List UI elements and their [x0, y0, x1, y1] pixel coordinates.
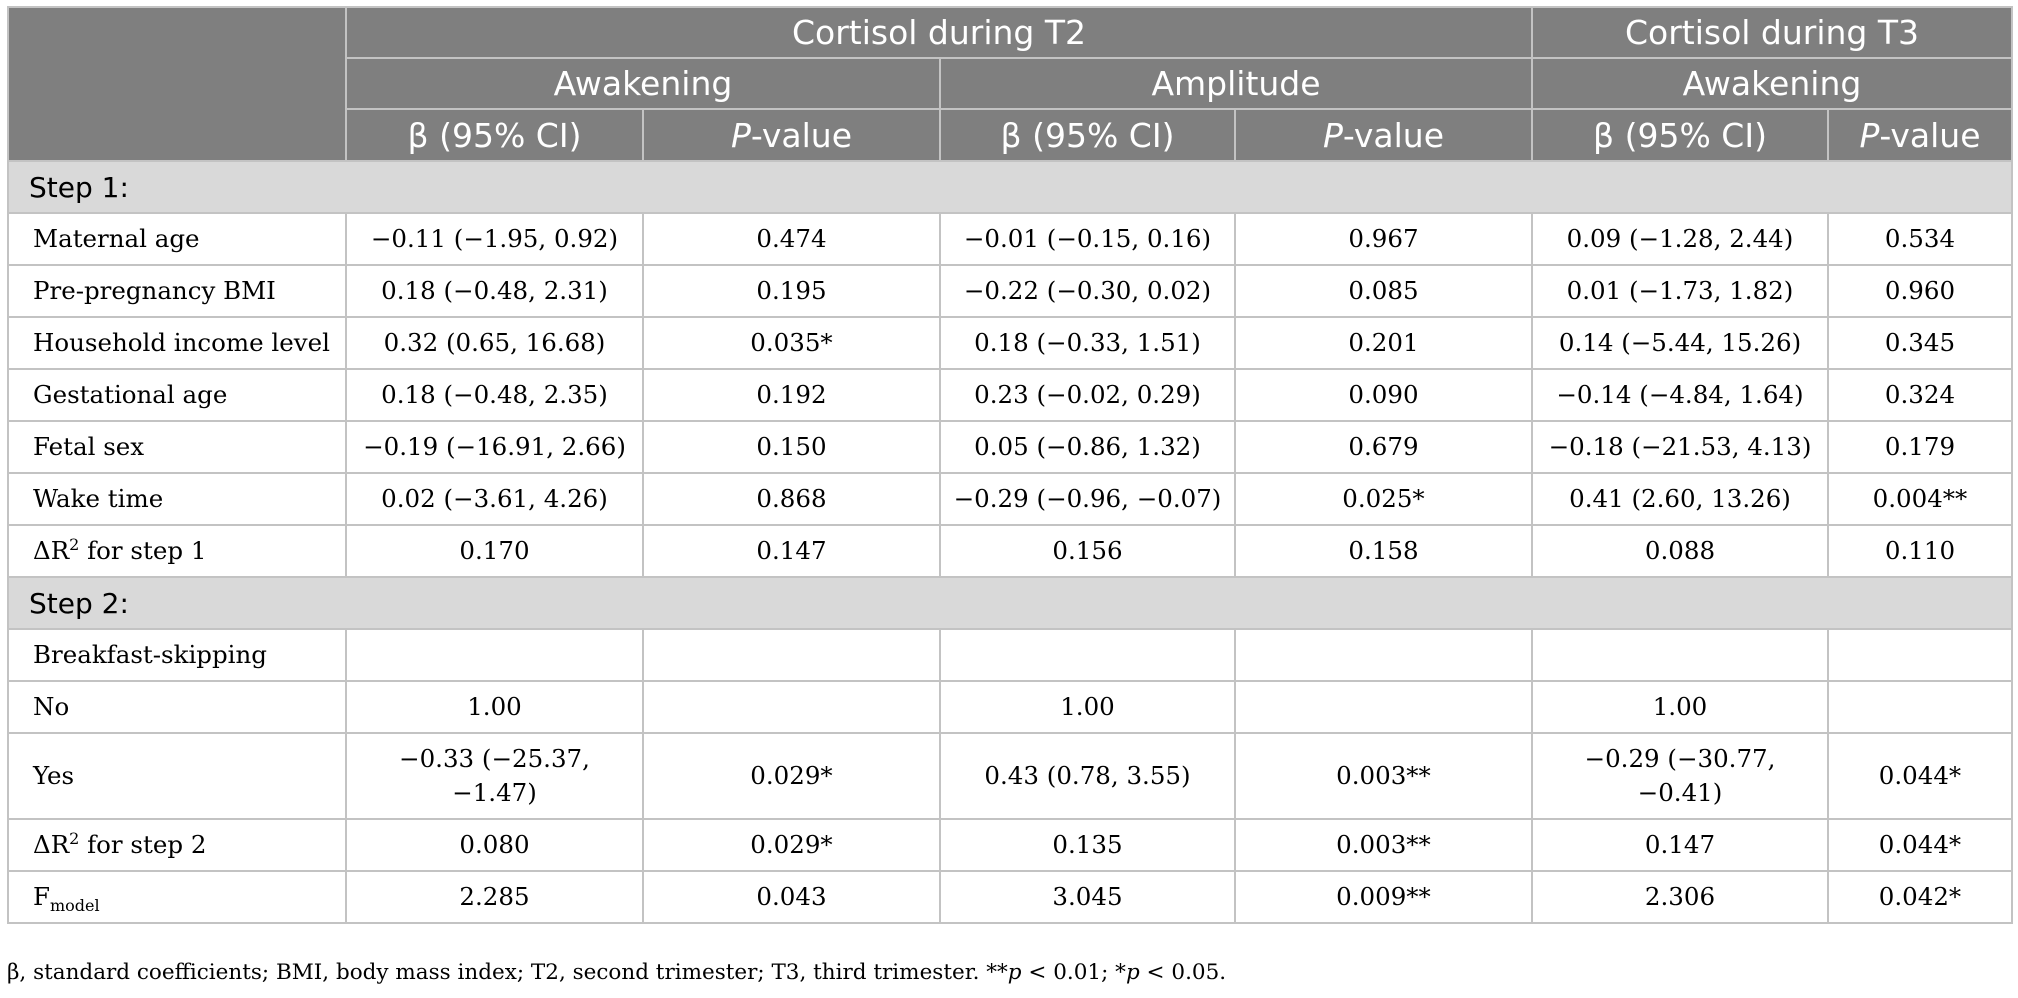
- table-cell: 0.201: [1235, 317, 1532, 369]
- header-p-italic: P: [730, 115, 751, 155]
- table-cell: 1.00: [940, 681, 1235, 733]
- table-cell: 0.345: [1828, 317, 2012, 369]
- table-cell: 0.025*: [1235, 473, 1532, 525]
- step-2-label: Step 2:: [8, 577, 2012, 629]
- table-body: [8, 161, 2012, 923]
- table-cell: [940, 629, 1235, 681]
- superscript-2: 2: [69, 534, 80, 554]
- table-cell: 0.170: [346, 525, 643, 577]
- table-cell: 2.306: [1532, 871, 1828, 923]
- table-cell: −0.33 (−25.37, −1.47): [346, 733, 643, 819]
- delta-r-text: ΔR: [33, 536, 70, 565]
- table-cell: 0.080: [346, 819, 643, 871]
- table-cell: 0.14 (−5.44, 15.26): [1532, 317, 1828, 369]
- table-cell: 0.02 (−3.61, 4.26): [346, 473, 643, 525]
- row-label: Pre-pregnancy BMI: [8, 265, 346, 317]
- table-cell: 0.09 (−1.28, 2.44): [1532, 213, 1828, 265]
- table-cell: [1235, 681, 1532, 733]
- table-cell: 0.029*: [643, 733, 940, 819]
- row-label: [8, 819, 346, 871]
- table-row: [8, 473, 2012, 525]
- table-cell: 0.004**: [1828, 473, 2012, 525]
- table-cell: 0.035*: [643, 317, 940, 369]
- row-label: [8, 525, 346, 577]
- table-cell: 0.23 (−0.02, 0.29): [940, 369, 1235, 421]
- table-cell: −0.11 (−1.95, 0.92): [346, 213, 643, 265]
- table-footnote: [7, 960, 1226, 985]
- table-cell: 0.679: [1235, 421, 1532, 473]
- table-cell: −0.18 (−21.53, 4.13): [1532, 421, 1828, 473]
- table-cell: [1828, 629, 2012, 681]
- header-beta: β (95% CI): [940, 109, 1235, 161]
- table-cell: 0.534: [1828, 213, 2012, 265]
- table-cell: 0.003**: [1235, 733, 1532, 819]
- table-cell: [1828, 681, 2012, 733]
- table-row: [8, 421, 2012, 473]
- header-t2-amplitude: Amplitude: [940, 58, 1532, 109]
- step-row: [8, 577, 2012, 629]
- table-cell: 3.045: [940, 871, 1235, 923]
- table-cell: 0.32 (0.65, 16.68): [346, 317, 643, 369]
- table-cell: −0.14 (−4.84, 1.64): [1532, 369, 1828, 421]
- table-cell: −0.01 (−0.15, 0.16): [940, 213, 1235, 265]
- table-cell: 0.01 (−1.73, 1.82): [1532, 265, 1828, 317]
- header-p-rest: -value: [1879, 115, 1981, 155]
- table-row-delta-r2-step1: [8, 525, 2012, 577]
- table-cell: 0.110: [1828, 525, 2012, 577]
- header-p-rest: -value: [1342, 115, 1445, 155]
- table-cell: 0.474: [643, 213, 940, 265]
- table-cell: 0.044*: [1828, 733, 2012, 819]
- header-cortisol-t2: Cortisol during T2: [346, 7, 1532, 58]
- header-p-italic: P: [1859, 115, 1880, 155]
- table-cell: [1235, 629, 1532, 681]
- header-t2-awakening: Awakening: [346, 58, 940, 109]
- delta-r-text: ΔR: [33, 830, 70, 859]
- header-p-rest: -value: [750, 115, 853, 155]
- row-label: Breakfast-skipping: [8, 629, 346, 681]
- table-row: [8, 733, 2012, 819]
- table-cell: 0.003**: [1235, 819, 1532, 871]
- header-pvalue: [1828, 109, 2012, 161]
- regression-table: [7, 6, 2013, 924]
- footnote-p-1: p: [1007, 960, 1022, 985]
- header-p-italic: P: [1322, 115, 1343, 155]
- table-cell: 0.195: [643, 265, 940, 317]
- step-1-label: Step 1:: [8, 161, 2012, 213]
- table-row: [8, 681, 2012, 733]
- table-row-fmodel: [8, 871, 2012, 923]
- table-row: [8, 317, 2012, 369]
- table-cell: 0.18 (−0.48, 2.35): [346, 369, 643, 421]
- table-cell: 0.042*: [1828, 871, 2012, 923]
- table-cell: 0.088: [1532, 525, 1828, 577]
- footnote-text-2: < 0.01; *: [1021, 960, 1126, 985]
- table-cell: 0.868: [643, 473, 940, 525]
- table-cell: [643, 681, 940, 733]
- table-cell: 0.960: [1828, 265, 2012, 317]
- header-pvalue: [643, 109, 940, 161]
- table-cell: 0.43 (0.78, 3.55): [940, 733, 1235, 819]
- f-text: F: [33, 882, 50, 911]
- table-cell: [1532, 629, 1828, 681]
- table-cell: 0.085: [1235, 265, 1532, 317]
- footnote-p-2: p: [1125, 960, 1140, 985]
- row-label: Fetal sex: [8, 421, 346, 473]
- row-label: [8, 871, 346, 923]
- table-header: [8, 7, 2012, 161]
- row-label: Maternal age: [8, 213, 346, 265]
- table-cell: 0.043: [643, 871, 940, 923]
- table-cell: 0.135: [940, 819, 1235, 871]
- table-cell: −0.29 (−30.77, −0.41): [1532, 733, 1828, 819]
- header-row-trimester: [8, 7, 2012, 58]
- table-cell: −0.19 (−16.91, 2.66): [346, 421, 643, 473]
- table-cell: 0.147: [1532, 819, 1828, 871]
- footnote-text-1: β, standard coefficients; BMI, body mass index; T2, second trimester; T3, third trimester. **: [7, 960, 1008, 985]
- table-cell: 0.029*: [643, 819, 940, 871]
- header-pvalue: [1235, 109, 1532, 161]
- table-cell: 0.147: [643, 525, 940, 577]
- header-blank-cell: [8, 7, 346, 161]
- row-label: Yes: [8, 733, 346, 819]
- table-cell: [643, 629, 940, 681]
- table-cell: 0.150: [643, 421, 940, 473]
- table-cell: 0.324: [1828, 369, 2012, 421]
- table-cell: 0.156: [940, 525, 1235, 577]
- table-cell: 0.009**: [1235, 871, 1532, 923]
- table-row: [8, 369, 2012, 421]
- footnote-text-3: < 0.05.: [1139, 960, 1227, 985]
- results-table-container: [7, 6, 2011, 924]
- table-cell: −0.29 (−0.96, −0.07): [940, 473, 1235, 525]
- table-cell: [346, 629, 643, 681]
- step-suffix: for step 2: [79, 830, 207, 859]
- table-cell: 0.967: [1235, 213, 1532, 265]
- table-cell: 0.18 (−0.48, 2.31): [346, 265, 643, 317]
- table-cell: 1.00: [1532, 681, 1828, 733]
- superscript-2: 2: [69, 828, 80, 848]
- header-beta: β (95% CI): [346, 109, 643, 161]
- table-cell: 0.41 (2.60, 13.26): [1532, 473, 1828, 525]
- row-label: Household income level: [8, 317, 346, 369]
- table-cell: 1.00: [346, 681, 643, 733]
- table-cell: 0.192: [643, 369, 940, 421]
- table-cell: 0.158: [1235, 525, 1532, 577]
- subscript-model: model: [50, 895, 100, 915]
- table-row-delta-r2-step2: [8, 819, 2012, 871]
- table-cell: 0.05 (−0.86, 1.32): [940, 421, 1235, 473]
- table-cell: 0.179: [1828, 421, 2012, 473]
- table-cell: 2.285: [346, 871, 643, 923]
- table-cell: 0.044*: [1828, 819, 2012, 871]
- step-row: [8, 161, 2012, 213]
- table-row: [8, 265, 2012, 317]
- table-cell: 0.18 (−0.33, 1.51): [940, 317, 1235, 369]
- table-row: [8, 213, 2012, 265]
- header-beta: β (95% CI): [1532, 109, 1828, 161]
- row-label: No: [8, 681, 346, 733]
- table-row: [8, 629, 2012, 681]
- step-suffix: for step 1: [79, 536, 207, 565]
- row-label: Gestational age: [8, 369, 346, 421]
- header-cortisol-t3: Cortisol during T3: [1532, 7, 2012, 58]
- row-label: Wake time: [8, 473, 346, 525]
- header-t3-awakening: Awakening: [1532, 58, 2012, 109]
- table-cell: 0.090: [1235, 369, 1532, 421]
- table-cell: −0.22 (−0.30, 0.02): [940, 265, 1235, 317]
